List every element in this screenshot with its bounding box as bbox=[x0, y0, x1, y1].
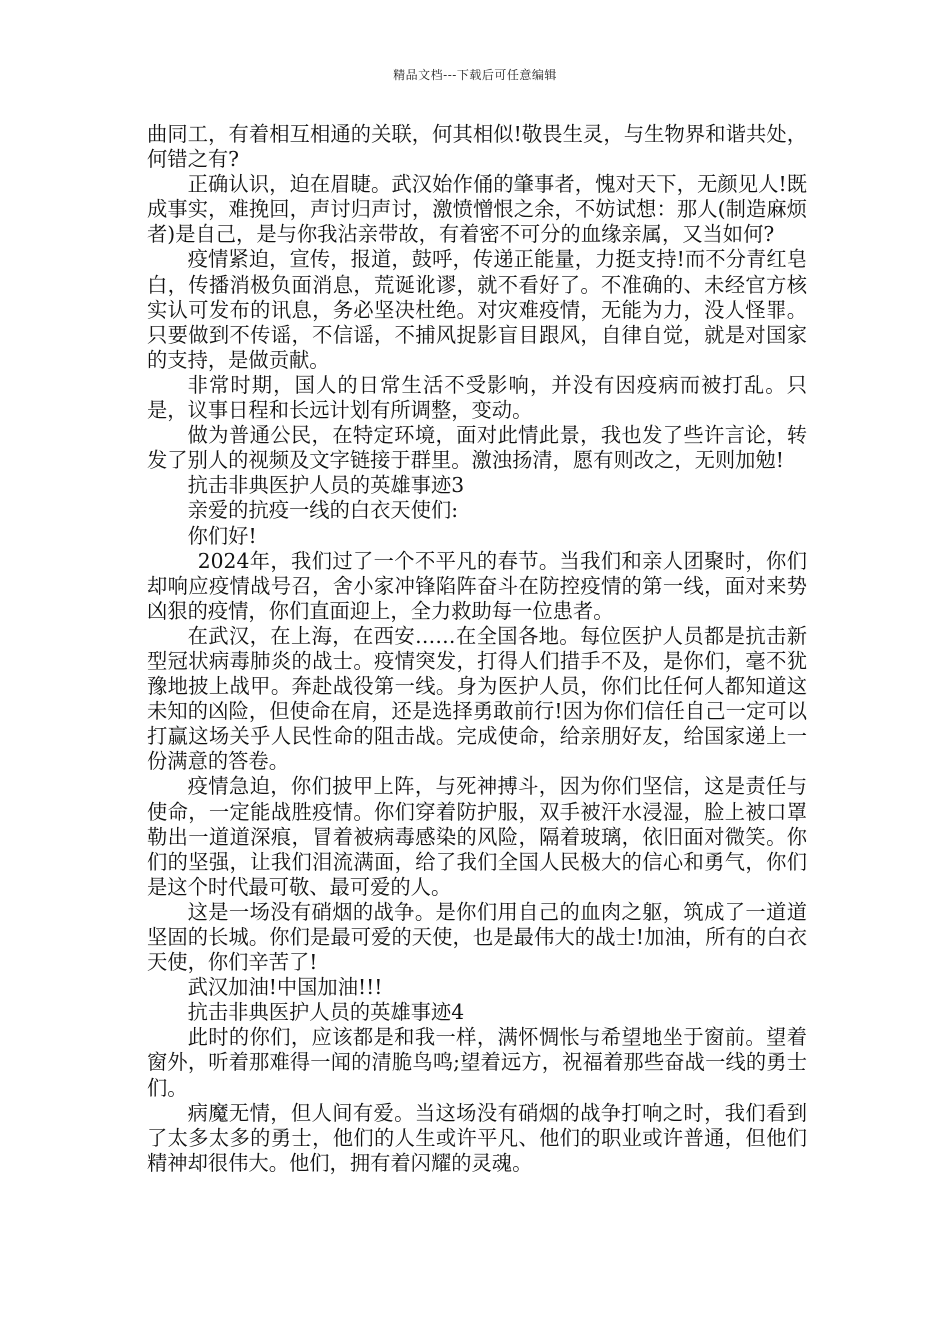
paragraph: 疫情急迫，你们披甲上阵，与死神搏斗，因为你们坚信，这是责任与使命，一定能战胜疫情。你们穿着防护服，双手被汗水浸湿，脸上被口罩勒出一道道深痕，冒着被病毒感染的风险，隔着玻璃，依旧面对微笑。你们的坚强，让我们泪流满面，给了我们全国人民极大的信心和勇气，你们是这个时代最可敬、最可爱的人。 bbox=[147, 774, 807, 899]
page-header: 精品文档---下载后可任意编辑 bbox=[393, 68, 557, 82]
paragraph: 2024年，我们过了一个不平凡的春节。当我们和亲人团聚时，你们却响应疫情战号召，舍小家冲锋陷阵奋斗在防控疫情的第一线，面对来势凶狠的疫情，你们直面迎上，全力救助每一位患者。 bbox=[147, 548, 807, 623]
paragraph: 这是一场没有硝烟的战争。是你们用自己的血肉之躯，筑成了一道道坚固的长城。你们是最可爱的天使，也是最伟大的战士!加油，所有的白衣天使，你们辛苦了! bbox=[147, 899, 807, 975]
section-heading: 抗击非典医护人员的英雄事迹4 bbox=[187, 1000, 465, 1025]
salutation: 亲爱的抗疫一线的白衣天使们: bbox=[187, 498, 459, 523]
paragraph: 此时的你们，应该都是和我一样，满怀惆怅与希望地坐于窗前。望着窗外，听着那难得一闻的清脆鸟鸣;望着远方，祝福着那些奋战一线的勇士们。 bbox=[147, 1025, 807, 1100]
paragraph: 病魔无情，但人间有爱。当这场没有硝烟的战争打响之时，我们看到了太多太多的勇士，他们的人生或许平凡、他们的职业或许普通，但他们精神却很伟大。他们，拥有着闪耀的灵魂。 bbox=[147, 1100, 807, 1175]
paragraph: 做为普通公民，在特定环境，面对此情此景，我也发了些许言论，转发了别人的视频及文字链接于群里。激浊扬清，愿有则改之，无则加勉! bbox=[147, 423, 807, 473]
paragraph: 在武汉，在上海，在西安……在全国各地。每位医护人员都是抗击新型冠状病毒肺炎的战士。疫情突发，打得人们措手不及，是你们，毫不犹豫地披上战甲。奔赴战役第一线。身为医护人员，你们比任何人都知道这未知的凶险，但使命在肩，还是选择勇敢前行!因为你们信任自己一定可以打赢这场关乎人民性命的阻击战。完成使命，给亲朋好友，给国家递上一份满意的答卷。 bbox=[147, 623, 807, 774]
paragraph: 曲同工，有着相互相通的关联，何其相似!敬畏生灵，与生物界和谐共处，何错之有? bbox=[147, 122, 807, 172]
paragraph: 正确认识，迫在眉睫。武汉始作俑的肇事者，愧对天下，无颜见人!既成事实，难挽回，声讨归声讨，激愤憎恨之余，不妨试想：那人(制造麻烦者)是自己，是与你我沾亲带故，有着密不可分的血缘亲属，又当如何? bbox=[147, 172, 807, 247]
paragraph: 疫情紧迫，宣传，报道，鼓呼，传递正能量，力挺支持!而不分青红皂白，传播消极负面消息，荒诞讹谬，就不看好了。不准确的、未经官方核实认可发布的讯息，务必坚决杜绝。对灾难疫情，无能为力，没人怪罪。只要做到不传谣，不信谣，不捕风捉影盲目跟风，自律自觉，就是对国家的支持，是做贡献。 bbox=[147, 247, 807, 372]
greeting: 你们好! bbox=[187, 523, 257, 548]
paragraph: 武汉加油!中国加油!!! bbox=[187, 975, 383, 1000]
paragraph: 非常时期，国人的日常生活不受影响，并没有因疫病而被打乱。只是，议事日程和长远计划有所调整，变动。 bbox=[147, 372, 807, 423]
section-heading: 抗击非典医护人员的英雄事迹3 bbox=[187, 473, 465, 498]
document-body bbox=[147, 122, 807, 1176]
